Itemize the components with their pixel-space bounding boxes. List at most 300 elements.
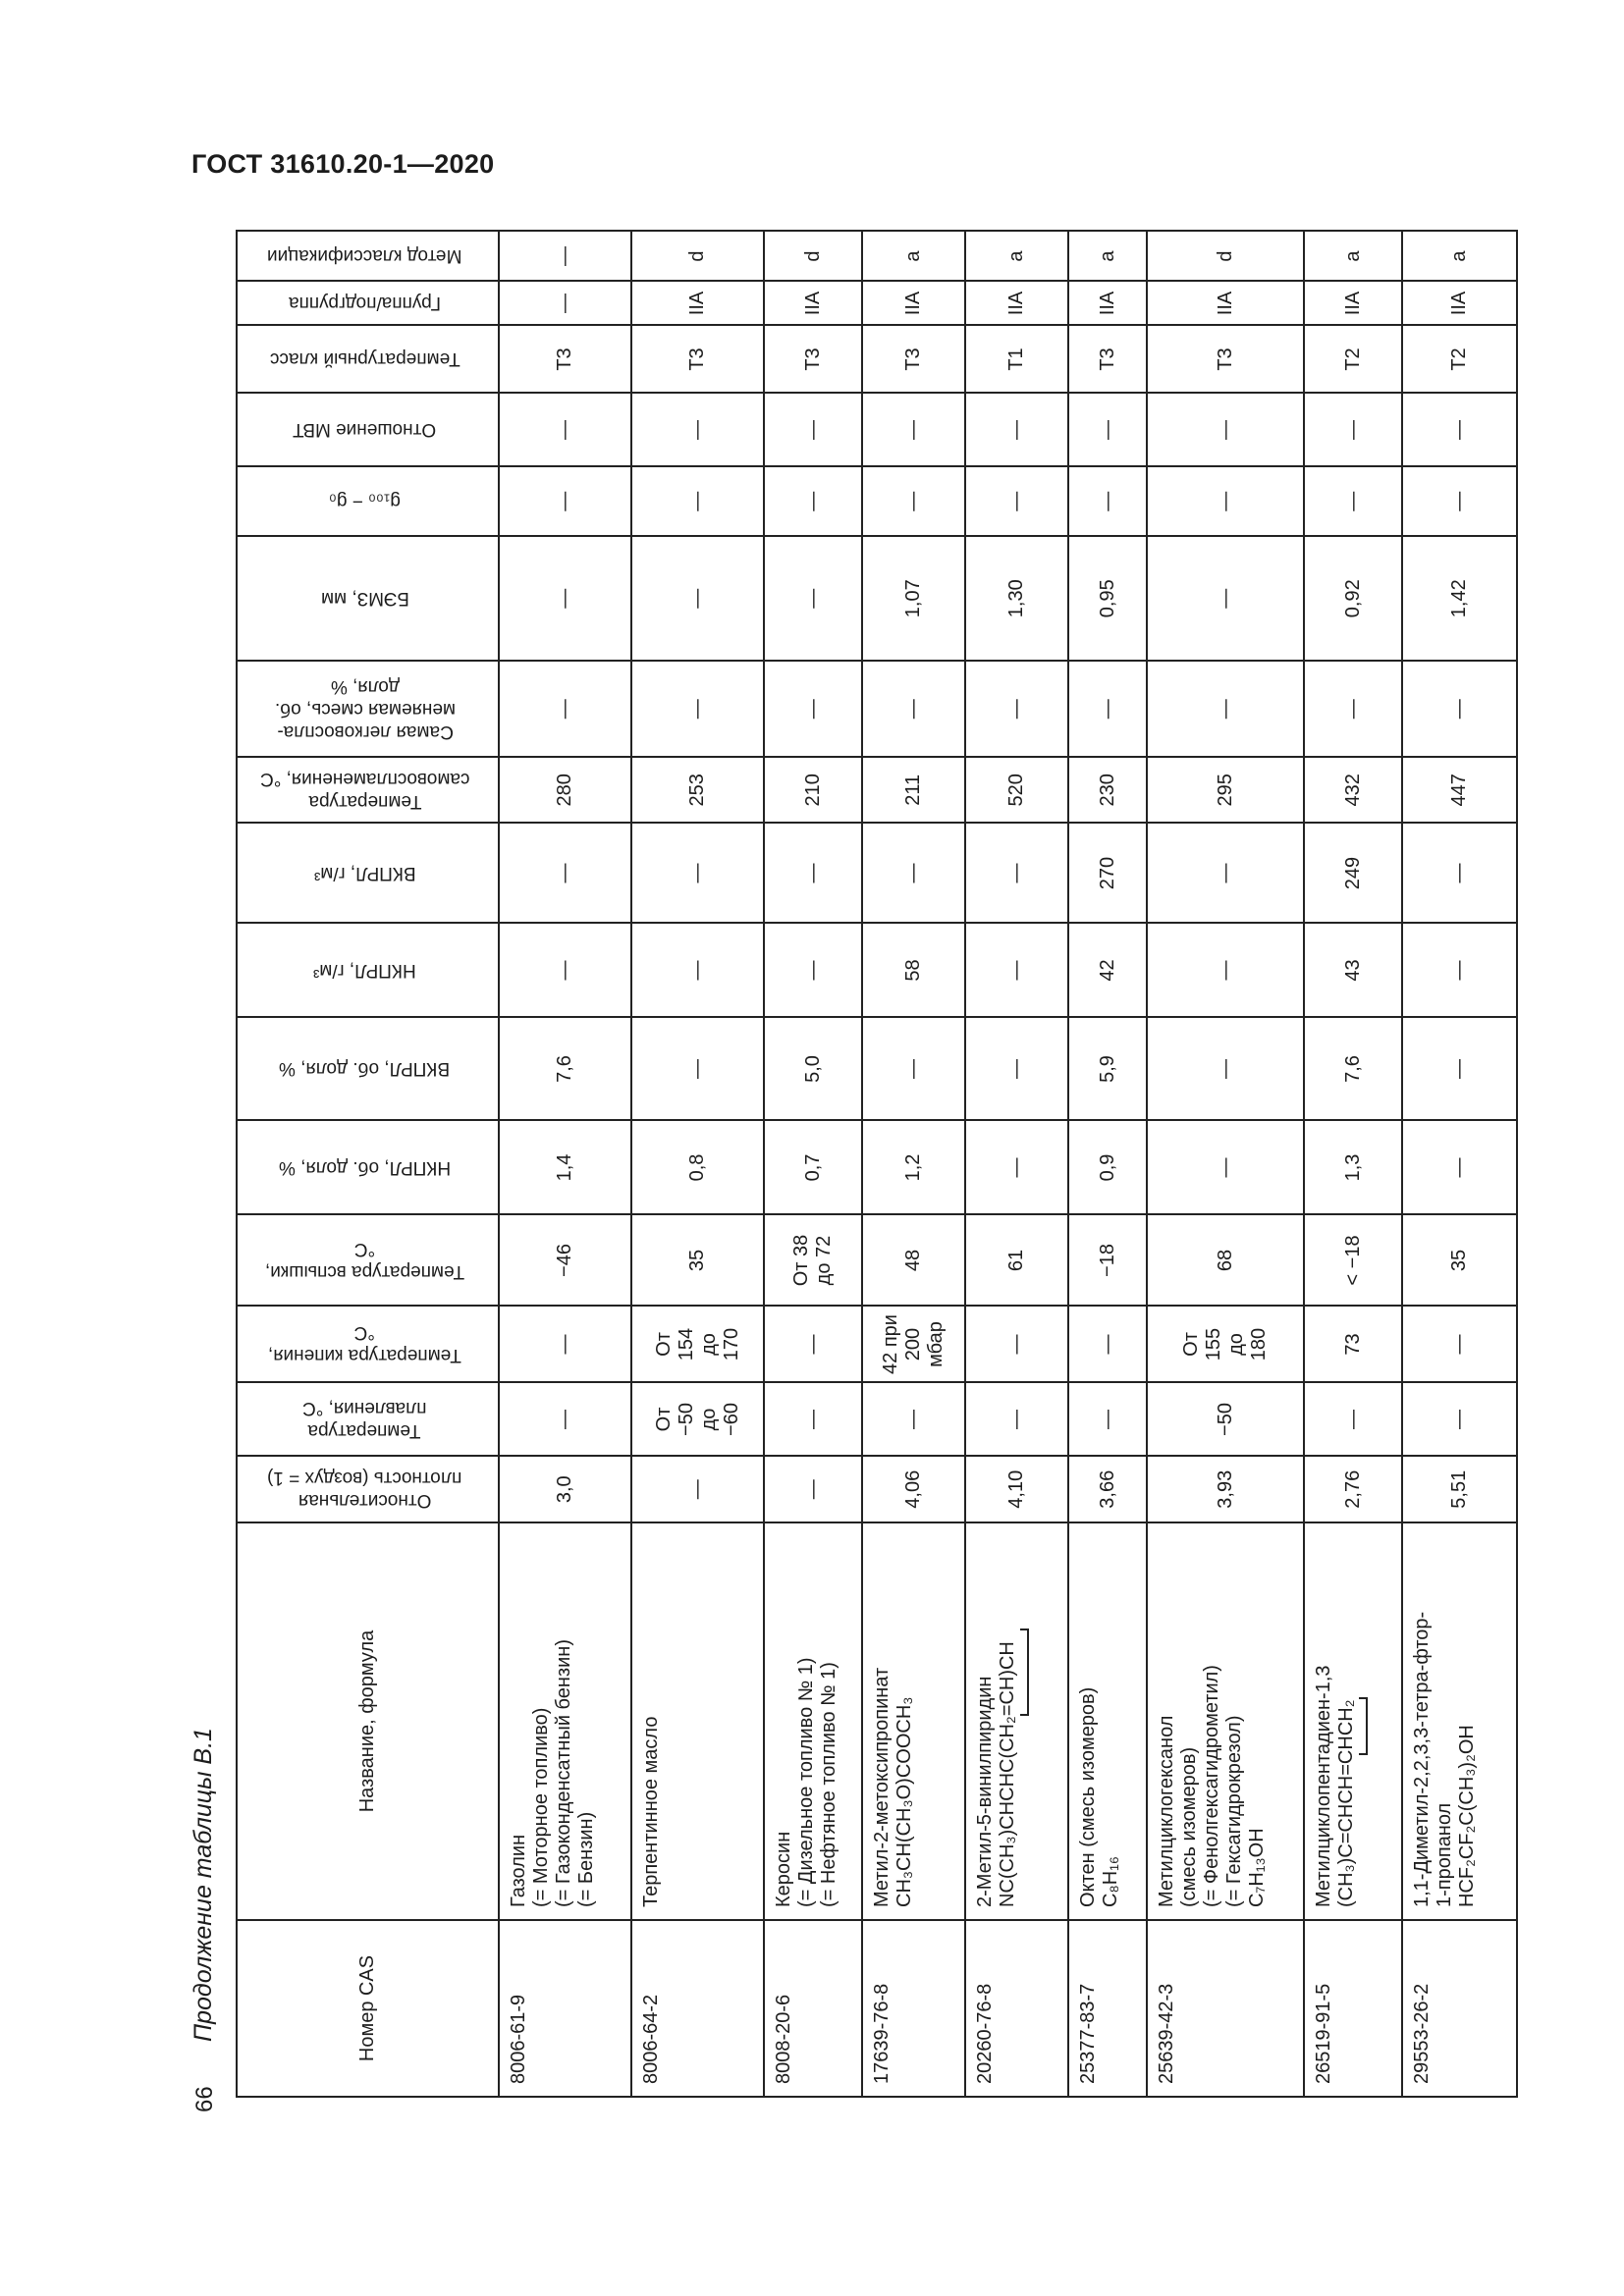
cell-lfl-mass xyxy=(1402,924,1517,1018)
cell-relative-density xyxy=(764,1457,862,1523)
cell-flash-point xyxy=(631,1215,764,1307)
cas-number-cell xyxy=(1402,1920,1517,2097)
cell-relative-density xyxy=(862,1457,965,1523)
cell-value: — xyxy=(801,699,824,720)
cell-line: плотность (воздух = 1) xyxy=(267,1468,462,1489)
cell-value: — xyxy=(1214,491,1236,511)
header-g100-g0 xyxy=(237,467,499,537)
cell-line: −60 xyxy=(720,1403,742,1436)
cell-boiling-point xyxy=(499,1307,631,1383)
cell-line: g₁₀₀ − g₀ xyxy=(329,491,401,512)
cell-g100-g0 xyxy=(1147,467,1304,537)
cell-value: 0,92 xyxy=(1341,579,1364,618)
cell-line: Метод классификации xyxy=(267,245,462,267)
cell-temperature-class xyxy=(862,326,965,394)
cell-relative-density xyxy=(1147,1457,1304,1523)
cell-value: 520 xyxy=(1005,774,1027,807)
table-row xyxy=(862,232,965,2098)
cell-lfl-mass xyxy=(764,924,862,1018)
cell-value: 295 xyxy=(1214,774,1236,807)
cell-temperature-class xyxy=(764,326,862,394)
cell-line: (= Моторное топливо) xyxy=(530,1707,552,1907)
cell-value: IIA xyxy=(1214,291,1236,316)
cell-value: — xyxy=(1214,1157,1236,1178)
document-code: ГОСТ 31610.20-1—2020 xyxy=(191,149,495,179)
table-row xyxy=(1304,232,1402,2098)
cell-ufl-volume xyxy=(1147,1018,1304,1121)
table-row xyxy=(965,232,1068,2098)
cell-value: — xyxy=(554,420,575,440)
cell-melting-point xyxy=(1147,1383,1304,1457)
cell-value: — xyxy=(686,699,708,720)
cell-line: (= Фенолгексагидрометил) xyxy=(1201,1665,1222,1907)
cell-lfl-mass xyxy=(862,924,965,1018)
cell-temperature-class xyxy=(1304,326,1402,394)
cell-value: — xyxy=(686,491,708,511)
cell-autoignition-temp xyxy=(1068,757,1147,824)
cell-value: 73 xyxy=(1341,1333,1364,1356)
cas-number-cell xyxy=(631,1920,764,2097)
cell-value: — xyxy=(1341,420,1364,440)
cell-value: — xyxy=(1005,960,1027,981)
cell-boiling-point xyxy=(1304,1307,1402,1383)
cell-melting-point xyxy=(764,1383,862,1457)
cell-g100-g0 xyxy=(499,467,631,537)
cell-autoignition-temp xyxy=(862,757,965,824)
cell-value: d xyxy=(801,250,824,262)
cell-relative-density xyxy=(631,1457,764,1523)
cell-line: мбар xyxy=(925,1321,947,1367)
cell-value: 1,30 xyxy=(1005,579,1027,618)
cell-value: 253 xyxy=(686,774,708,807)
header-label-lfl-volume xyxy=(279,1156,451,1179)
cell-lfl-mass xyxy=(631,924,764,1018)
cell-value: — xyxy=(554,246,575,266)
cell-value: 48 xyxy=(902,1249,924,1272)
cell-value: — xyxy=(1005,1410,1027,1429)
cell-value: 42 xyxy=(1096,959,1118,982)
cell-boiling-point xyxy=(1402,1307,1517,1383)
cell-ufl-volume xyxy=(1304,1018,1402,1121)
cell-value: T1 xyxy=(1005,347,1027,371)
cell-value: — xyxy=(686,863,708,883)
cell-mesg xyxy=(764,536,862,662)
cell-line: °С xyxy=(353,1322,376,1344)
cell-ufl-mass xyxy=(1402,824,1517,924)
cell-value: 3,0 xyxy=(554,1475,575,1504)
cas-number: 8008-20-6 xyxy=(773,1994,794,2084)
cell-line: (= Нефтяное топливо № 1) xyxy=(818,1662,839,1907)
cas-number: 8006-61-9 xyxy=(508,1994,529,2084)
substance-name-cell xyxy=(499,1522,631,1920)
cell-value: IIA xyxy=(1448,291,1470,316)
cell-group-subgroup xyxy=(499,282,631,326)
cell-mic-ratio xyxy=(862,394,965,467)
cell-classification-method xyxy=(631,232,764,282)
cell-line: до xyxy=(1225,1333,1247,1356)
cas-number-cell xyxy=(1304,1920,1402,2097)
cell-value: — xyxy=(1448,1410,1470,1429)
ring-closure-bracket xyxy=(1020,1629,1029,1716)
cell-g100-g0 xyxy=(1304,467,1402,537)
cell-value: < −18 xyxy=(1341,1235,1364,1286)
cell-line: до xyxy=(697,1408,720,1431)
cell-line: плавления, °С xyxy=(302,1398,427,1418)
cell-value: −46 xyxy=(554,1244,575,1277)
cell-relative-density xyxy=(1068,1457,1147,1523)
header-name xyxy=(237,1522,499,1920)
cell-temperature-class xyxy=(1068,326,1147,394)
cell-line: (смесь изомеров) xyxy=(1178,1746,1200,1907)
header-label-ufl-volume xyxy=(279,1058,450,1081)
header-label-melting-point xyxy=(302,1397,427,1442)
cell-group-subgroup xyxy=(965,282,1068,326)
cell-value: — xyxy=(801,960,824,981)
cell-line: CH₃CH(CH₃O)COOCH₃ xyxy=(893,1696,915,1907)
cell-line: (= Газоконденсатный бензин) xyxy=(553,1639,574,1907)
cell-lfl-mass xyxy=(1304,924,1402,1018)
cell-line: 1-пропанол xyxy=(1434,1802,1455,1907)
cell-boiling-point xyxy=(1068,1307,1147,1383)
cell-value: — xyxy=(686,588,708,609)
cell-value: — xyxy=(686,960,708,981)
cell-lfl-volume xyxy=(862,1121,965,1215)
cell-melting-point xyxy=(499,1383,631,1457)
cell-line: Температура xyxy=(307,1420,422,1441)
cell-value: IIA xyxy=(686,291,708,316)
cell-line: Относительная xyxy=(298,1490,432,1512)
cell-group-subgroup xyxy=(764,282,862,326)
cell-value: — xyxy=(686,1479,708,1500)
cell-value: — xyxy=(1214,863,1236,883)
cell-value: — xyxy=(902,491,924,511)
cell-relative-density xyxy=(965,1457,1068,1523)
cell-melting-point xyxy=(965,1383,1068,1457)
cell-line: НКПРЛ, г/м³ xyxy=(313,960,416,981)
cell-group-subgroup xyxy=(631,282,764,326)
cell-ufl-mass xyxy=(764,824,862,924)
cell-group-subgroup xyxy=(862,282,965,326)
cell-temperature-class xyxy=(1402,326,1517,394)
cell-value: — xyxy=(554,491,575,511)
cas-number: 25639-42-3 xyxy=(1156,1983,1177,2084)
header-ufl-volume xyxy=(237,1018,499,1121)
cas-number: 29553-26-2 xyxy=(1411,1983,1433,2084)
cell-line: 180 xyxy=(1248,1327,1270,1362)
cell-classification-method xyxy=(499,232,631,282)
cell-value: T3 xyxy=(801,347,824,371)
header-classification-method xyxy=(237,232,499,282)
header-flash-point xyxy=(237,1215,499,1307)
cell-value: 5,0 xyxy=(801,1055,824,1083)
cell-boiling-point xyxy=(631,1307,764,1383)
cell-melting-point xyxy=(1304,1383,1402,1457)
header-lfl-mass xyxy=(237,924,499,1018)
cell-mic-ratio xyxy=(631,394,764,467)
cell-value: −50 xyxy=(1214,1403,1236,1436)
cell-value: — xyxy=(902,1059,924,1079)
header-label-relative-density xyxy=(267,1467,461,1512)
cas-number: 20260-76-8 xyxy=(974,1983,996,2084)
cell-line: (= Бензин) xyxy=(575,1811,597,1907)
cell-flash-point xyxy=(764,1215,862,1307)
cell-line: От 38 xyxy=(790,1234,812,1287)
cell-value: T2 xyxy=(1448,347,1470,371)
header-mesg xyxy=(237,536,499,662)
cell-value: — xyxy=(1005,1059,1027,1079)
cell-value: 3,66 xyxy=(1096,1469,1118,1509)
cas-number: 8006-64-2 xyxy=(640,1994,662,2084)
cell-value: — xyxy=(554,1334,575,1355)
cell-value: 4,10 xyxy=(1005,1469,1027,1509)
cell-line: (= Гексагидрокрезол) xyxy=(1223,1715,1245,1907)
cell-mesg xyxy=(1304,536,1402,662)
cell-most-ignitable-mixture xyxy=(631,662,764,758)
cell-value: — xyxy=(1448,1334,1470,1355)
cell-ufl-volume xyxy=(862,1018,965,1121)
cell-value: — xyxy=(1214,960,1236,981)
cell-lfl-volume xyxy=(499,1121,631,1215)
rotated-table-container xyxy=(236,233,1517,2098)
cell-lfl-volume xyxy=(1402,1121,1517,1215)
cell-lfl-mass xyxy=(1147,924,1304,1018)
cell-line: Температурный класс xyxy=(269,348,460,370)
cas-number: 25377-83-7 xyxy=(1077,1983,1099,2084)
cell-line: доля, % xyxy=(330,675,400,697)
substance-name-cell xyxy=(1304,1522,1402,1920)
header-label-mic-ratio xyxy=(293,419,436,442)
header-lfl-volume xyxy=(237,1121,499,1215)
cell-lfl-volume xyxy=(1068,1121,1147,1215)
cell-line: Группа/подгруппа xyxy=(289,293,441,314)
header-ufl-mass xyxy=(237,824,499,924)
header-relative-density xyxy=(237,1457,499,1523)
cell-melting-point xyxy=(862,1383,965,1457)
cell-value: — xyxy=(1341,491,1364,511)
cell-autoignition-temp xyxy=(1402,757,1517,824)
cell-value: 1,07 xyxy=(902,579,924,618)
cell-value: — xyxy=(554,960,575,981)
cell-value: — xyxy=(1096,699,1118,720)
cell-value: 7,6 xyxy=(1341,1055,1364,1083)
table-row xyxy=(1147,232,1304,2098)
header-label-most-ignitable-mixture xyxy=(275,675,456,743)
cell-value: — xyxy=(686,1059,708,1079)
cell-classification-method xyxy=(862,232,965,282)
cell-line: Температура кипения, xyxy=(268,1345,461,1366)
cell-flash-point xyxy=(1304,1215,1402,1307)
cell-melting-point xyxy=(631,1383,764,1457)
cell-mic-ratio xyxy=(1068,394,1147,467)
cell-mic-ratio xyxy=(499,394,631,467)
cell-most-ignitable-mixture xyxy=(1304,662,1402,758)
cell-temperature-class xyxy=(499,326,631,394)
cell-autoignition-temp xyxy=(631,757,764,824)
cell-g100-g0 xyxy=(631,467,764,537)
cell-value: −18 xyxy=(1096,1244,1118,1277)
cell-relative-density xyxy=(1402,1457,1517,1523)
cell-value: 4,06 xyxy=(902,1469,924,1509)
cell-value: — xyxy=(1214,588,1236,609)
cell-value: IIA xyxy=(1096,291,1118,316)
cell-value: — xyxy=(1214,420,1236,440)
header-label-autoignition-temp xyxy=(260,768,470,813)
cell-ufl-volume xyxy=(764,1018,862,1121)
cell-value: IIA xyxy=(1341,291,1364,316)
substance-name-cell xyxy=(764,1522,862,1920)
cell-group-subgroup xyxy=(1068,282,1147,326)
cell-group-subgroup xyxy=(1402,282,1517,326)
cell-value: — xyxy=(1005,1334,1027,1355)
header-label-lfl-mass xyxy=(313,959,416,982)
cell-value: T3 xyxy=(1214,347,1236,371)
cell-g100-g0 xyxy=(1068,467,1147,537)
cell-value: — xyxy=(1214,1059,1236,1079)
cell-value: — xyxy=(1096,491,1118,511)
cell-mesg xyxy=(499,536,631,662)
cell-ufl-mass xyxy=(1068,824,1147,924)
cell-autoignition-temp xyxy=(1147,757,1304,824)
ring-closure-bracket xyxy=(1359,1697,1368,1755)
cell-line: Терпентинное масло xyxy=(640,1716,662,1907)
cell-value: — xyxy=(1448,1059,1470,1079)
cell-ufl-mass xyxy=(862,824,965,924)
cell-boiling-point xyxy=(1147,1307,1304,1383)
cell-flash-point xyxy=(1402,1215,1517,1307)
cell-line: 154 xyxy=(675,1327,697,1362)
cell-value: 0,7 xyxy=(801,1153,824,1182)
cell-value: 3,93 xyxy=(1214,1469,1236,1509)
cell-value: T3 xyxy=(1096,347,1118,371)
cell-value: 210 xyxy=(801,774,824,807)
cell-value: 270 xyxy=(1096,856,1118,890)
cell-ufl-volume xyxy=(1068,1018,1147,1121)
cell-value: — xyxy=(1341,1410,1364,1429)
cell-value: 35 xyxy=(686,1249,708,1272)
cell-line: Температура xyxy=(307,790,422,812)
substance-name-cell xyxy=(862,1522,965,1920)
cell-most-ignitable-mixture xyxy=(1068,662,1147,758)
cell-line: до 72 xyxy=(813,1235,835,1286)
cell-value: 2,76 xyxy=(1341,1469,1364,1509)
cell-mesg xyxy=(965,536,1068,662)
cell-line: Самая легковоспла- xyxy=(276,721,454,742)
cell-value: — xyxy=(686,420,708,440)
cell-value: 447 xyxy=(1448,774,1470,807)
cell-classification-method xyxy=(1402,232,1517,282)
cell-classification-method xyxy=(1147,232,1304,282)
cell-value: 0,95 xyxy=(1096,579,1118,618)
cell-classification-method xyxy=(1304,232,1402,282)
cell-line: (= Дизельное топливо № 1) xyxy=(795,1657,817,1907)
cell-value: IIA xyxy=(902,291,924,316)
cell-line: 42 при xyxy=(880,1314,901,1374)
cas-number-cell xyxy=(965,1920,1068,2097)
cell-value: 249 xyxy=(1341,856,1364,890)
cell-most-ignitable-mixture xyxy=(764,662,862,758)
cell-value: — xyxy=(1005,699,1027,720)
cell-value: — xyxy=(1005,491,1027,511)
cell-mic-ratio xyxy=(1402,394,1517,467)
header-boiling-point xyxy=(237,1307,499,1383)
cell-line: 155 xyxy=(1203,1327,1224,1362)
cell-flash-point xyxy=(862,1215,965,1307)
cas-number-cell xyxy=(1147,1920,1304,2097)
cell-boiling-point xyxy=(862,1307,965,1383)
cell-ufl-volume xyxy=(499,1018,631,1121)
cell-temperature-class xyxy=(965,326,1068,394)
cell-value: — xyxy=(1448,1157,1470,1178)
cell-lfl-mass xyxy=(499,924,631,1018)
cell-ufl-volume xyxy=(1402,1018,1517,1121)
cell-value: 0,9 xyxy=(1096,1153,1118,1182)
cell-lfl-volume xyxy=(764,1121,862,1215)
cell-value: — xyxy=(554,294,575,313)
cell-value: 5,9 xyxy=(1096,1055,1118,1083)
substance-name-cell xyxy=(1068,1522,1147,1920)
header-label-mesg xyxy=(321,587,409,610)
cas-number-cell xyxy=(1068,1920,1147,2097)
cell-line: Октен (смесь изомеров) xyxy=(1077,1686,1099,1907)
cell-value: — xyxy=(1005,420,1027,440)
cell-group-subgroup xyxy=(1147,282,1304,326)
cell-line: БЭМЗ, мм xyxy=(320,588,409,610)
cell-lfl-volume xyxy=(631,1121,764,1215)
cell-most-ignitable-mixture xyxy=(499,662,631,758)
cell-value: — xyxy=(801,1334,824,1355)
cell-g100-g0 xyxy=(1402,467,1517,537)
cell-line: Метилциклопентадиен-1,3 xyxy=(1313,1665,1334,1907)
cell-value: — xyxy=(1448,420,1470,440)
cell-value: — xyxy=(801,863,824,883)
header-label-g100-g0 xyxy=(329,490,401,512)
cell-line: 170 xyxy=(720,1327,742,1362)
cell-value: — xyxy=(1096,1334,1118,1355)
header-label-temperature-class xyxy=(270,348,460,371)
cell-value: — xyxy=(554,1410,575,1429)
cell-flash-point xyxy=(1147,1215,1304,1307)
cell-line: Метилциклогексанол xyxy=(1156,1715,1177,1907)
cell-relative-density xyxy=(499,1457,631,1523)
cell-line: C₈H₁₆ xyxy=(1100,1856,1121,1907)
cell-line: Керосин xyxy=(773,1831,794,1907)
cell-line: HCF₂CF₂C(CH₃)₂OH xyxy=(1456,1725,1478,1907)
substance-name-cell xyxy=(1402,1522,1517,1920)
cell-value: — xyxy=(554,588,575,609)
cell-value: a xyxy=(1096,250,1118,262)
cell-lfl-volume xyxy=(1147,1121,1304,1215)
cell-value: 1,42 xyxy=(1448,579,1470,618)
cell-flash-point xyxy=(965,1215,1068,1307)
cell-line: 200 xyxy=(902,1327,924,1362)
cas-number-cell xyxy=(499,1920,631,2097)
cell-melting-point xyxy=(1402,1383,1517,1457)
cell-most-ignitable-mixture xyxy=(965,662,1068,758)
cell-value: 61 xyxy=(1005,1249,1027,1272)
header-autoignition-temp xyxy=(237,757,499,824)
cell-value: 5,51 xyxy=(1448,1469,1470,1509)
cell-value: — xyxy=(1341,699,1364,720)
cell-mic-ratio xyxy=(1304,394,1402,467)
cell-line: Название, формула xyxy=(356,1629,378,1813)
cas-number: 17639-76-8 xyxy=(871,1983,893,2084)
cell-value: 1,3 xyxy=(1341,1153,1364,1182)
table-row xyxy=(1402,232,1517,2098)
header-label-ufl-mass xyxy=(314,862,416,884)
cell-classification-method xyxy=(1068,232,1147,282)
cell-line: меняемая смесь, об. xyxy=(274,698,456,720)
cell-line: 2-Метил-5-винилпиридин xyxy=(974,1676,996,1907)
